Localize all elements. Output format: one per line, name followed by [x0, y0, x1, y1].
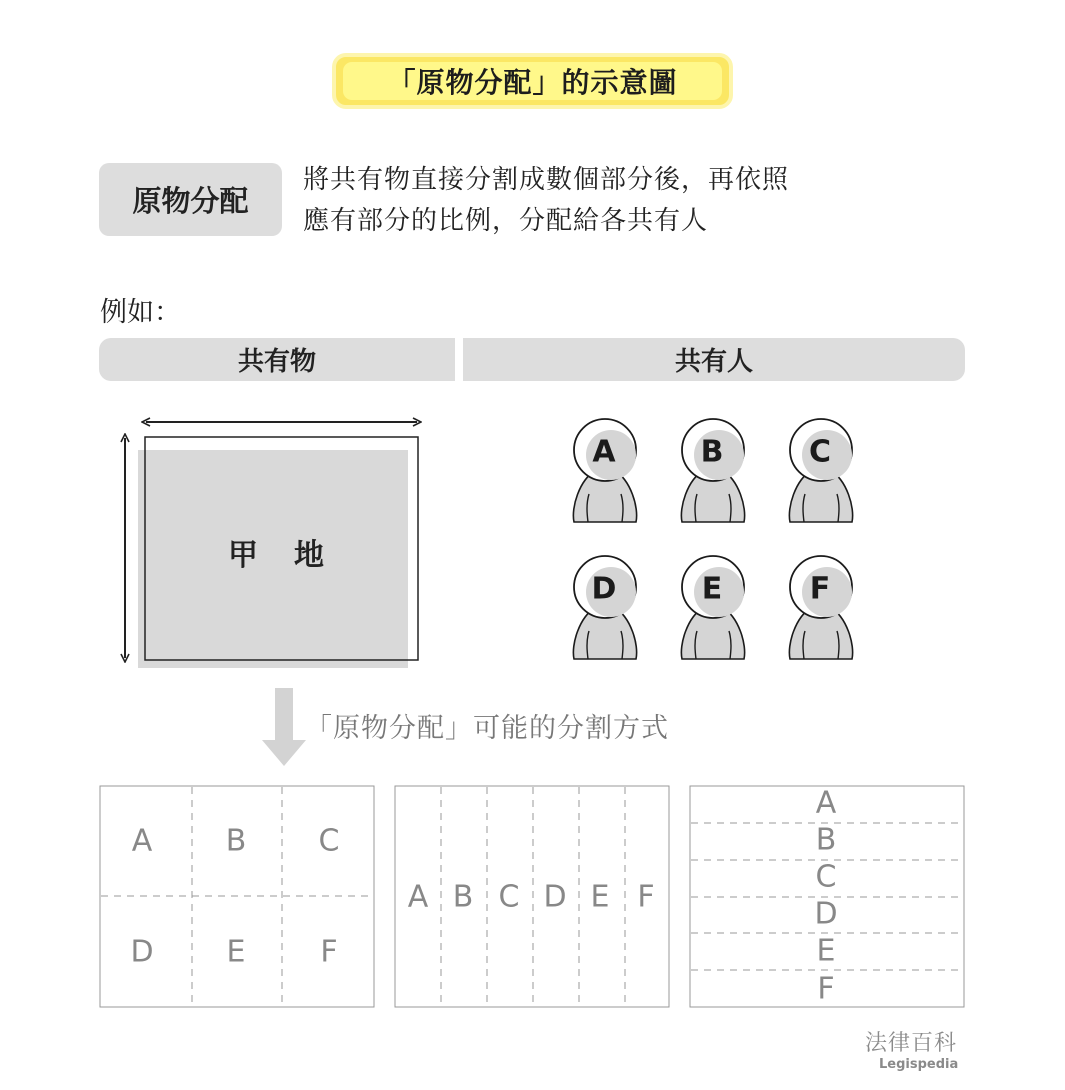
cell-label: E [590, 879, 610, 915]
person-figure [789, 556, 852, 659]
person-letter: E [701, 571, 723, 607]
term-badge: 原物分配 [99, 163, 282, 236]
logo-english: Legispedia [879, 1057, 959, 1072]
grid-vertical-frame [395, 786, 669, 1007]
land-label: 甲地 [228, 538, 360, 573]
cell-label: C [815, 859, 837, 895]
co-owner-figures [573, 419, 852, 659]
division-methods-label: 「原物分配」可能的分割方式 [305, 713, 669, 744]
header-co-owned-property: 共有物 [99, 338, 455, 381]
definition-line-2: 應有部分的比例，分配給各共有人 [303, 206, 709, 236]
person-letter: C [808, 434, 832, 470]
cell-label: D [130, 934, 154, 970]
person-figure [573, 419, 636, 522]
cell-label: F [637, 879, 655, 915]
cell-label: A [407, 879, 429, 915]
person-figure [789, 419, 852, 522]
cell-label: D [543, 879, 567, 915]
grid-horizontal-labels [814, 786, 837, 1007]
cell-label: F [320, 934, 338, 970]
person-figure [681, 556, 744, 659]
person-letter: F [809, 571, 831, 607]
cell-label: C [318, 823, 340, 859]
cell-label: E [816, 933, 836, 969]
cell-label: B [225, 823, 247, 859]
cell-label: B [815, 822, 837, 858]
cell-label: C [498, 879, 520, 915]
cell-label: E [226, 934, 246, 970]
header-co-owners: 共有人 [463, 338, 965, 381]
cell-label: B [452, 879, 474, 915]
person-figure [681, 419, 744, 522]
down-arrow-icon [262, 688, 306, 766]
person-letter: D [591, 571, 617, 607]
definition-line-1: 將共有物直接分割成數個部分後，再依照 [303, 165, 790, 195]
cell-label: F [817, 971, 835, 1007]
cell-label: A [815, 785, 837, 821]
logo-chinese: 法律百科 [865, 1031, 958, 1056]
person-letter: B [700, 434, 724, 470]
page-title: 「原物分配」的示意圖 [343, 62, 722, 100]
person-letter: A [592, 434, 616, 470]
example-label: 例如： [100, 297, 181, 328]
cell-label: A [131, 823, 153, 859]
person-figure [573, 556, 636, 659]
cell-label: D [814, 896, 838, 932]
